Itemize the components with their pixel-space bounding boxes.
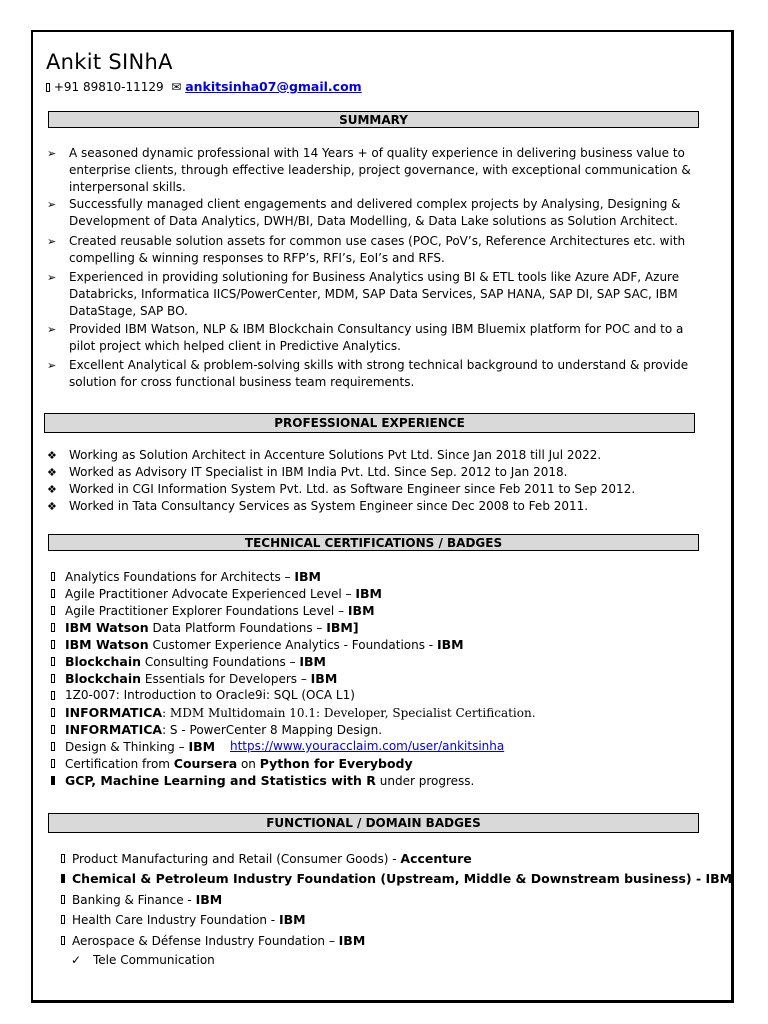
arrow-bullet-icon: ➢ [47,323,57,336]
acclaim-profile-link[interactable]: https://www.youracclaim.com/user/ankitsinha [230,739,505,753]
square-bullet-icon [51,674,55,683]
summary-line: Development of Data Analytics, DWH/BI, Data Modelling, & Data Lake solutions as Solution Architect. [69,214,678,228]
diamond-bullet-icon: ❖ [47,500,57,513]
diamond-bullet-icon: ❖ [47,449,57,462]
cert-item: Agile Practitioner Advocate Experienced Level – IBM [65,586,382,601]
summary-line: Excellent Analytical & problem-solving skills with strong technical background to understand & provide [69,358,689,372]
summary-line: solution for cross functional business team requirements. [69,375,415,389]
square-bullet-icon [51,725,55,734]
square-bullet-icon [51,759,55,768]
experience-item: Worked in Tata Consultancy Services as System Engineer since Dec 2008 to Feb 2011. [69,499,589,513]
checkmark-icon: ✓ [71,953,82,967]
experience-item: Worked in CGI Information System Pvt. Ltd. as Software Engineer since Feb 2011 to Sep 2012. [69,482,636,496]
contact-line [46,79,362,94]
experience-heading: PROFESSIONAL EXPERIENCE [44,413,695,433]
cert-item: GCP, Machine Learning and Statistics with R under progress. [65,773,475,788]
cert-item: Agile Practitioner Explorer Foundations Level – IBM [65,603,375,618]
square-bullet-icon [51,640,55,649]
domain-badge-item: Aerospace & Défense Industry Foundation – IBM [72,933,366,948]
cert-item: IBM Watson Customer Experience Analytics - Foundations - IBM [65,637,464,652]
functional-heading: FUNCTIONAL / DOMAIN BADGES [48,813,699,833]
square-bullet-icon [51,776,55,785]
experience-item: Worked as Advisory IT Specialist in IBM India Pvt. Ltd. Since Sep. 2012 to Jan 2018. [69,465,568,479]
arrow-bullet-icon: ➢ [47,147,57,160]
summary-line: Created reusable solution assets for common use cases (POC, PoV’s, Reference Architectures etc. with [69,234,686,248]
cert-item: 1Z0-007: Introduction to Oracle9i: SQL (OCA L1) [65,688,355,702]
domain-badge-item: Health Care Industry Foundation - IBM [72,912,306,927]
summary-line: compelling & winning responses to RFP’s, RFI’s, EoI’s and RFS. [69,251,445,265]
square-bullet-icon [51,657,55,666]
arrow-bullet-icon: ➢ [47,198,57,211]
domain-badge-item: Banking & Finance - IBM [72,892,223,907]
square-bullet-icon [61,895,65,904]
summary-line: Experienced in providing solutioning for Business Analytics using BI & ETL tools like Azure ADF, Azure [69,270,680,284]
cert-item: Blockchain Essentials for Developers – IBM [65,671,338,686]
summary-line: DataStage, SAP BO. [69,304,188,318]
candidate-name: Ankit SINhA [46,50,173,74]
diamond-bullet-icon: ❖ [47,466,57,479]
cert-item: INFORMATICA: S - PowerCenter 8 Mapping Design. [65,722,383,737]
cert-item: Certification from Coursera on Python for Everybody [65,756,413,771]
square-bullet-icon [61,936,65,945]
cert-item: IBM Watson Data Platform Foundations – IBM] [65,620,359,635]
cert-item: INFORMATICA: MDM Multidomain 10.1: Developer, Specialist Certification. [65,705,536,720]
square-bullet-icon [51,589,55,598]
domain-badge-item: Product Manufacturing and Retail (Consumer Goods) - Accenture [72,851,472,866]
experience-item: Working as Solution Architect in Accenture Solutions Pvt Ltd. Since Jan 2018 till Jul 2022. [69,448,602,462]
summary-heading: SUMMARY [48,111,699,128]
square-bullet-icon [51,606,55,615]
summary-line: Successfully managed client engagements and delivered complex projects by Analysing, Designing & [69,197,681,211]
square-bullet-icon [51,572,55,581]
summary-line: interpersonal skills. [69,180,186,194]
arrow-bullet-icon: ➢ [47,235,57,248]
arrow-bullet-icon: ➢ [47,359,57,372]
square-bullet-icon [61,915,65,924]
diamond-bullet-icon: ❖ [47,483,57,496]
phone-number: +91 89810-11129 [53,80,164,94]
summary-line: enterprise clients, through effective leadership, project governance, with exceptional communication & [69,163,691,177]
cert-item: Analytics Foundations for Architects – IBM [65,569,321,584]
domain-sub-item: Tele Communication [93,953,215,967]
summary-line: Databricks, Informatica IICS/PowerCenter, MDM, SAP Data Services, SAP HANA, SAP DI, SAP SAC, IBM [69,287,678,301]
square-bullet-icon [61,874,65,883]
summary-line: A seasoned dynamic professional with 14 Years + of quality experience in delivering business value to [69,146,685,160]
cert-item: Design & Thinking – IBM [65,739,216,754]
certifications-heading: TECHNICAL CERTIFICATIONS / BADGES [48,534,699,551]
square-bullet-icon [51,708,55,717]
cert-item: Blockchain Consulting Foundations – IBM [65,654,326,669]
summary-line: Provided IBM Watson, NLP & IBM Blockchain Consultancy using IBM Bluemix platform for POC and to a [69,322,684,336]
domain-badge-item: Chemical & Petroleum Industry Foundation (Upstream, Middle & Downstream business) - IBM [72,871,733,886]
square-bullet-icon [61,854,65,863]
arrow-bullet-icon: ➢ [47,271,57,284]
square-bullet-icon [51,623,55,632]
envelope-icon: ✉ [171,80,182,94]
summary-line: pilot project which helped client in Predictive Analytics. [69,339,401,353]
email-link[interactable]: ankitsinha07@gmail.com [185,79,362,94]
square-bullet-icon [51,742,55,751]
phone-icon [46,83,50,92]
square-bullet-icon [51,691,55,700]
